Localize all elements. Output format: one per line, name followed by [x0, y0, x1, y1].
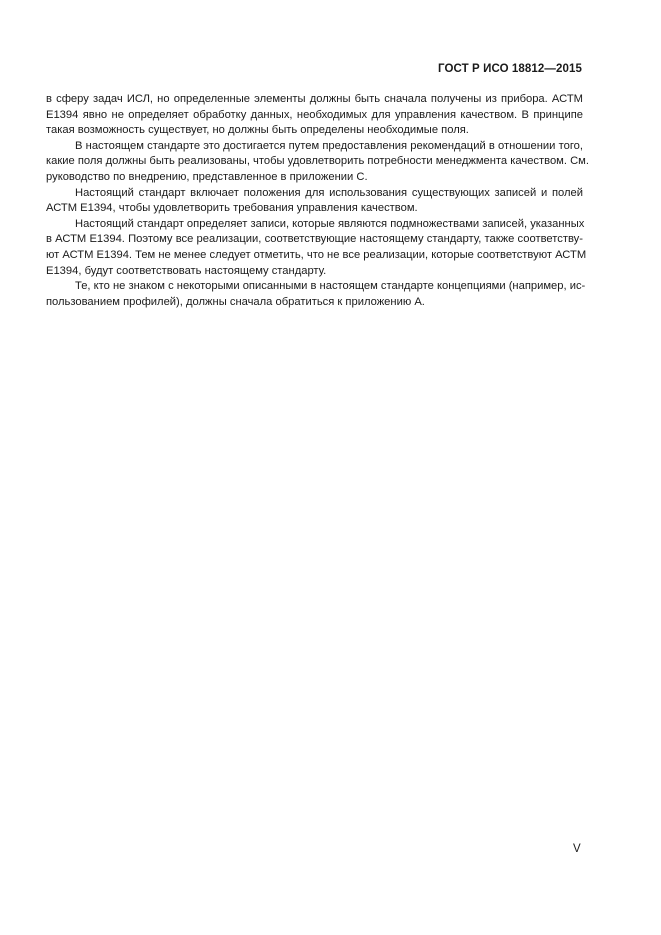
text-line: в АСТМ Е1394. Поэтому все реализации, соответствующие настоящему стандарту, также соответству-: [46, 233, 583, 246]
text-line: Е1394, будут соответствовать настоящему стандарту.: [46, 264, 327, 277]
text-line: Настоящий стандарт включает положения для использования существующих записей и полей: [75, 186, 583, 199]
paragraph: [46, 92, 583, 139]
document-body: [46, 92, 589, 310]
text-line: Е1394 явно не определяет обработку данных, необходимых для управления качеством. В принципе: [46, 108, 583, 121]
paragraph: [46, 186, 583, 217]
paragraph: [46, 217, 587, 279]
text-line: какие поля должны быть реализованы, чтобы удовлетворить потребности менеджмента качеством. См.: [46, 155, 589, 168]
text-line: пользованием профилей), должны сначала обратиться к приложению А.: [46, 295, 425, 308]
text-line: В настоящем стандарте это достигается путем предоставления рекомендаций в отношении того,: [75, 139, 583, 152]
text-line: руководство по внедрению, представленное в приложении С.: [46, 170, 368, 183]
paragraph: [46, 279, 586, 310]
paragraph: [46, 139, 589, 186]
text-line: в сферу задач ИСЛ, но определенные элементы должны быть сначала получены из прибора. АСТМ: [46, 93, 583, 105]
text-line: ют АСТМ Е1394. Тем не менее следует отметить, что не все реализации, которые соответствуют АСТМ: [46, 248, 587, 261]
standard-title: ГОСТ Р ИСО 18812—2015: [437, 63, 582, 75]
text-line: Настоящий стандарт определяет записи, которые являются подмножествами записей, указанных: [75, 217, 585, 230]
page-number: V: [573, 843, 581, 855]
text-line: АСТМ Е1394, чтобы удовлетворить требования управления качеством.: [46, 202, 418, 215]
text-line: Те, кто не знаком с некоторыми описанными в настоящем стандарте концепциями (например, ис-: [75, 280, 586, 293]
text-line: такая возможность существует, но должны быть определены необходимые поля.: [46, 124, 469, 137]
